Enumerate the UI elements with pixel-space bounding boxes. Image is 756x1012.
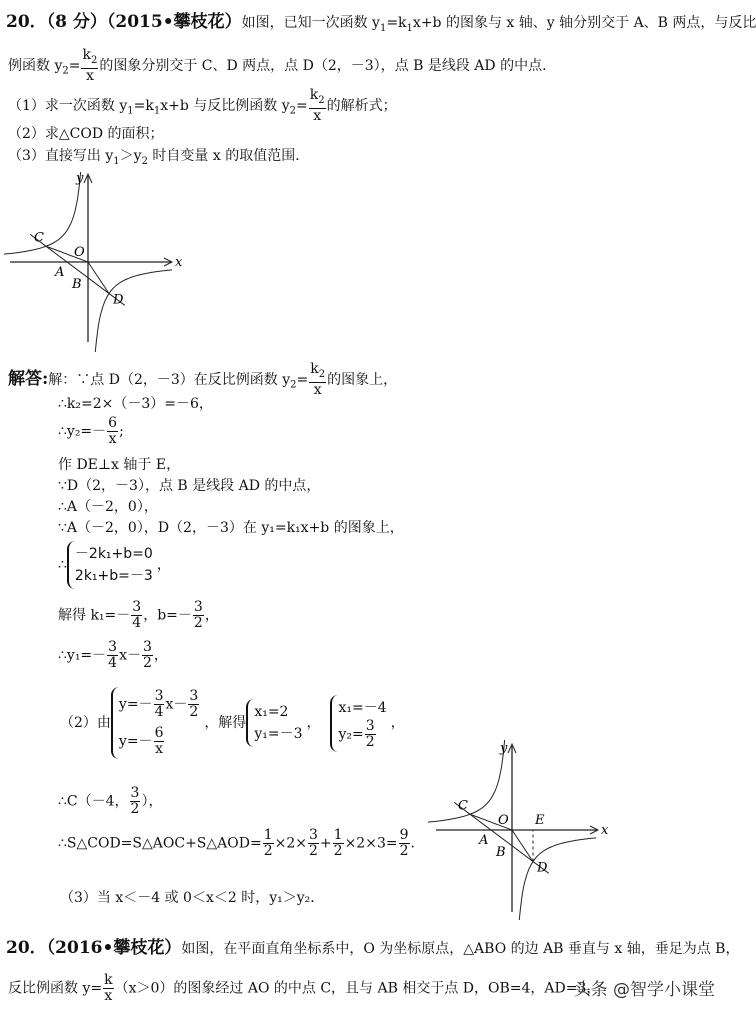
denominator: x — [108, 431, 117, 447]
fraction — [107, 640, 118, 671]
text: （2）由 — [60, 715, 111, 731]
numerator: k — [104, 972, 113, 988]
denominator: 2 — [333, 843, 343, 859]
fraction — [130, 786, 141, 817]
fraction — [309, 88, 326, 124]
fraction — [365, 719, 376, 750]
text: ）， — [141, 793, 163, 810]
label-x: x — [175, 255, 183, 270]
numerator: 3 — [365, 717, 375, 734]
numerator: 6 — [108, 415, 118, 431]
answer-line-2 — [58, 416, 124, 447]
brace-system — [111, 687, 204, 759]
question-heading: 20．（8 分）（2015•攀枝花） — [6, 12, 242, 32]
text: ， — [204, 607, 219, 624]
denominator: 2 — [309, 843, 318, 859]
equation-system-1 — [58, 541, 171, 589]
coordinate-figure-2 — [432, 740, 607, 915]
subscript: 2 — [318, 94, 325, 106]
text: ，解得 — [204, 715, 247, 731]
text: ． — [410, 835, 425, 852]
numerator: 3 — [154, 688, 164, 704]
numerator: k — [82, 47, 91, 63]
denominator: 2 — [263, 843, 273, 859]
fraction — [399, 828, 410, 859]
text: =k — [133, 97, 154, 114]
fraction — [131, 600, 142, 631]
label-b: B — [496, 844, 506, 860]
text: 例函数 y — [8, 57, 63, 74]
text: ∴S△COD=S△AOC+S△AOD= — [58, 835, 262, 852]
subscript: 2 — [289, 105, 297, 117]
text: x－ — [165, 696, 188, 713]
answer-line-1: ∴k₂=2×（－3）=－6， — [58, 396, 213, 412]
numerator: 6 — [154, 725, 164, 741]
fraction — [333, 828, 344, 859]
question-1-part-3 — [8, 146, 309, 172]
hyperbola-branch — [95, 270, 172, 352]
denominator: 2 — [143, 655, 152, 671]
subscript: 2 — [318, 368, 326, 380]
label-d: D — [113, 292, 124, 308]
text: = — [296, 97, 308, 114]
text: 解：∵点 D（2，－3）在反比例函数 y — [48, 371, 291, 388]
text: ∴C（－4， — [58, 793, 129, 810]
label-o: O — [498, 813, 509, 828]
answer-part-2 — [60, 688, 405, 757]
text: 的图象上， — [327, 371, 398, 388]
fraction — [309, 362, 326, 398]
denominator: 4 — [132, 615, 142, 631]
subscript: 1 — [406, 22, 413, 34]
fraction — [81, 48, 98, 84]
subscript: 1 — [153, 105, 161, 117]
text: 反比例函数 y= — [8, 980, 103, 997]
label-y: y — [76, 171, 84, 186]
question-1-line-1 — [6, 12, 756, 39]
label-e: E — [535, 813, 545, 828]
denominator: 4 — [154, 704, 164, 720]
denominator: 2 — [365, 733, 375, 750]
text: 如图，在平面直角坐标系中，O 为坐标原点，△ABO 的边 AB 垂直与 x 轴，垂足为点 B， — [181, 941, 740, 957]
equation: x₁=－4 — [338, 699, 387, 716]
subscript: 2 — [62, 65, 69, 77]
text: x+b 的图象与 x 轴、y 轴分别交于 A、B 两点，与反比 — [412, 15, 756, 31]
answer-line-0 — [8, 362, 397, 398]
denominator: x — [104, 988, 113, 1004]
subscript: 1 — [113, 155, 120, 167]
fraction — [263, 828, 274, 859]
fraction — [193, 600, 204, 631]
text: 的解析式； — [326, 97, 397, 114]
text: 如图，已知一次函数 y — [241, 15, 380, 31]
text: 解得 k₁=－ — [58, 607, 131, 624]
denominator: x — [313, 381, 322, 398]
answer-part-3: （3）当 x＜－4 或 0＜x＜2 时，y₁＞y₂． — [60, 890, 325, 906]
fraction — [142, 640, 153, 671]
text: + — [319, 835, 332, 852]
text: y=－ — [118, 733, 153, 750]
text: ＞y — [119, 148, 142, 164]
fraction — [308, 828, 319, 859]
text: ∴ — [58, 557, 67, 573]
text: = — [296, 371, 309, 388]
numerator: 3 — [130, 785, 140, 801]
denominator: 4 — [108, 655, 118, 671]
label-c: C — [458, 798, 468, 814]
numerator: k — [309, 87, 319, 103]
solution-1 — [246, 699, 306, 747]
coordinate-figure-1 — [6, 170, 181, 345]
text: ， — [153, 647, 168, 664]
numerator: k — [310, 361, 319, 377]
label-a: A — [55, 265, 65, 280]
numerator: 3 — [132, 599, 142, 615]
text: ， — [306, 715, 321, 731]
denominator: x — [155, 741, 163, 757]
text: y₂= — [338, 726, 364, 742]
brace-system — [67, 541, 157, 589]
label-y: y — [500, 741, 508, 756]
text: ， — [156, 557, 171, 573]
solution-2 — [330, 695, 390, 752]
text: =k — [386, 15, 407, 31]
label-c: C — [34, 230, 44, 246]
equation: y₁=－3 — [254, 726, 303, 742]
denominator: 2 — [130, 801, 140, 817]
fraction — [107, 416, 118, 447]
equation — [119, 689, 200, 720]
question-heading: 20．（2016•攀枝花） — [6, 938, 182, 958]
question-1-part-1 — [8, 88, 397, 124]
equation: －2k₁+b=0 — [74, 546, 153, 562]
denominator: 2 — [399, 843, 409, 859]
label-x: x — [601, 823, 609, 838]
subscript: 2 — [290, 379, 297, 391]
text: x+b 与反比例函数 y — [160, 97, 290, 114]
equation: 2k₁+b=－3 — [74, 568, 153, 584]
answer-line-8 — [58, 640, 168, 671]
equation: x₁=2 — [254, 704, 289, 720]
text: ; — [119, 423, 124, 440]
answer-line-4: ∵D（2，－3），点 B 是线段 AD 的中点， — [58, 478, 321, 494]
text: ×2×3= — [344, 835, 398, 852]
answer-line-5: ∴A（－2，0）， — [58, 499, 158, 515]
denominator: 2 — [193, 615, 203, 631]
question-2-line-2 — [8, 973, 600, 1004]
text: x－ — [119, 647, 141, 664]
subscript: 1 — [127, 105, 134, 117]
answer-label: 解答: — [8, 368, 49, 389]
watermark: 头条 @智学小课堂 — [573, 980, 715, 1000]
question-1-part-2: （2）求△COD 的面积； — [8, 126, 164, 142]
numerator: 1 — [333, 827, 343, 843]
fraction — [188, 689, 199, 720]
label-d: D — [537, 860, 548, 876]
text: （1）求一次函数 y — [8, 97, 128, 114]
denominator: 2 — [189, 704, 199, 720]
denominator: x — [313, 107, 322, 124]
subscript: 1 — [379, 22, 387, 34]
text: ， — [390, 715, 405, 731]
text: ∴y₁=－ — [58, 647, 107, 664]
text: （3）直接写出 y — [8, 148, 114, 164]
label-a: A — [479, 833, 489, 848]
answer-line-10 — [58, 828, 425, 859]
text: （x＞0）的图象经过 AO 的中点 C，且与 AB 相交于点 D，OB=4，AD=3， — [114, 980, 601, 997]
answer-line-7 — [58, 600, 219, 631]
text: ×2× — [274, 835, 307, 852]
numerator: 3 — [309, 827, 318, 843]
numerator: 3 — [189, 688, 199, 704]
question-1-line-2 — [8, 48, 556, 84]
label-b: B — [72, 276, 82, 292]
label-o: O — [74, 245, 85, 260]
text: y=－ — [118, 696, 153, 713]
subscript: 2 — [90, 54, 98, 66]
numerator: 9 — [399, 827, 409, 843]
text: 时自变量 x 的取值范围． — [147, 148, 310, 164]
answer-line-6: ∵A（－2，0），D（2，－3）在 y₁=k₁x+b 的图象上， — [58, 520, 404, 536]
text: ∴y₂=－ — [58, 423, 107, 440]
numerator: 1 — [263, 827, 273, 843]
numerator: 3 — [193, 599, 203, 615]
fraction — [154, 689, 165, 720]
answer-line-3: 作 DE⊥x 轴于 E， — [58, 457, 181, 473]
fraction — [154, 726, 165, 757]
text: 的图象分别交于 C、D 两点，点 D（2，－3），点 B 是线段 AD 的中点． — [99, 57, 557, 74]
text: = — [68, 57, 81, 74]
subscript: 2 — [141, 155, 148, 167]
numerator: 3 — [143, 639, 152, 655]
answer-line-9 — [58, 786, 162, 817]
fraction — [103, 973, 113, 1004]
equation — [338, 719, 386, 750]
hyperbola-branch — [519, 838, 596, 920]
question-2-line-1 — [6, 938, 739, 959]
numerator: 3 — [108, 639, 118, 655]
denominator: x — [85, 67, 94, 84]
text: ，b=－ — [143, 607, 192, 624]
equation — [119, 726, 200, 757]
